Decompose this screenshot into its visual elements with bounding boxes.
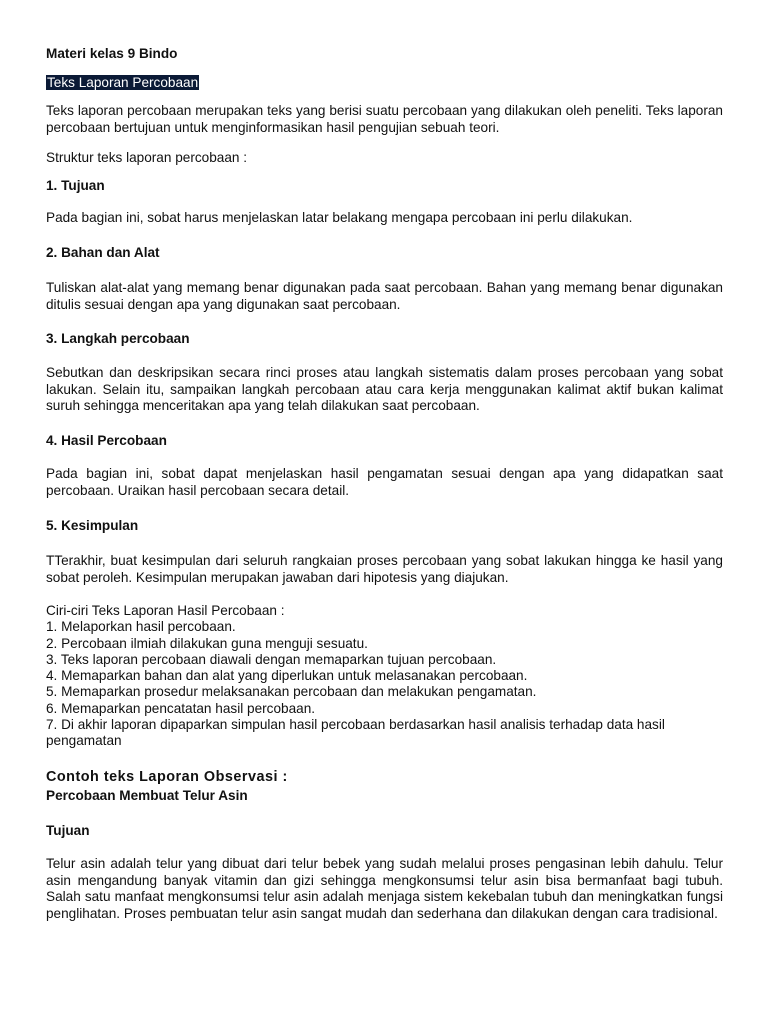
section-heading: 3. Langkah percobaan: [46, 331, 190, 346]
title-highlight: Teks Laporan Percobaan: [47, 75, 199, 90]
example-heading: Tujuan: [46, 823, 90, 838]
ciri-list: [46, 603, 723, 750]
list-item: 2. Percobaan ilmiah dilakukan guna menguji sesuatu.: [46, 635, 368, 651]
list-item: 7. Di akhir laporan dipaparkan simpulan hasil percobaan berdasarkan hasil analisis terhadap data hasil pengamatan: [46, 717, 665, 749]
example-body: Telur asin adalah telur yang dibuat dari telur bebek yang sudah melalui proses pengasinan lebih dahulu. Telur asin mengandung banyak vitamin dan gizi sehingga mengkonsumsi telur asin bisa bermanfaat bagi tubuh. Salah satu manfaat mengkonsumsi telur asin adalah menjaga sistem kekebalan tubuh dan meningkatkan fungsi penglihatan. Proses pembuatan telur asin sangat mudah dan sederhana dan dilakukan dengan cara tradisional.: [46, 856, 723, 921]
section-body: Sebutkan dan deskripsikan secara rinci proses atau langkah sistematis dalam proses percobaan yang sobat lakukan. Selain itu, sampaikan langkah percobaan atau cara kerja menggunakan kalimat aktif bukan kalimat suruh sehingga menceritakan apa yang telah dilakukan saat percobaan.: [46, 365, 723, 413]
list-item: 3. Teks laporan percobaan diawali dengan memaparkan tujuan percobaan.: [46, 651, 497, 667]
section-heading: 2. Bahan dan Alat: [46, 245, 160, 260]
list-item: 4. Memaparkan bahan dan alat yang diperlukan untuk melasanakan percobaan.: [46, 668, 528, 684]
list-item: 6. Memaparkan pencatatan hasil percobaan.: [46, 700, 316, 716]
list-item: 1. Melaporkan hasil percobaan.: [46, 619, 236, 635]
document-header: Materi kelas 9 Bindo: [46, 46, 178, 61]
example-subtitle: Percobaan Membuat Telur Asin: [46, 788, 248, 803]
document-title: [46, 75, 723, 92]
list-item: 5. Memaparkan prosedur melaksanakan percobaan dan melakukan pengamatan.: [46, 684, 537, 700]
section-body: TTerakhir, buat kesimpulan dari seluruh rangkaian proses percobaan yang sobat lakukan hingga ke hasil yang sobat peroleh. Kesimpulan merupakan jawaban dari hipotesis yang diajukan.: [46, 553, 723, 585]
structure-intro: Struktur teks laporan percobaan :: [46, 150, 247, 165]
intro-paragraph: Teks laporan percobaan merupakan teks yang berisi suatu percobaan yang dilakukan oleh peneliti. Teks laporan percobaan bertujuan untuk menginformasikan hasil pengujian sebuah teori.: [46, 103, 723, 135]
section-heading: 5. Kesimpulan: [46, 518, 139, 533]
section-body: Pada bagian ini, sobat harus menjelaskan latar belakang mengapa percobaan ini perlu dilakukan.: [46, 210, 633, 225]
section-body: Tuliskan alat-alat yang memang benar digunakan pada saat percobaan. Bahan yang memang benar digunakan ditulis sesuai dengan apa yang digunakan saat percobaan.: [46, 280, 723, 312]
ciri-title: Ciri-ciri Teks Laporan Hasil Percobaan :: [46, 603, 285, 618]
section-heading: 4. Hasil Percobaan: [46, 433, 167, 448]
example-title: Contoh teks Laporan Observasi :: [46, 769, 288, 785]
section-body: Pada bagian ini, sobat dapat menjelaskan hasil pengamatan sesuai dengan apa yang didapatkan saat percobaan. Uraikan hasil percobaan secara detail.: [46, 466, 723, 498]
section-heading: 1. Tujuan: [46, 178, 105, 193]
